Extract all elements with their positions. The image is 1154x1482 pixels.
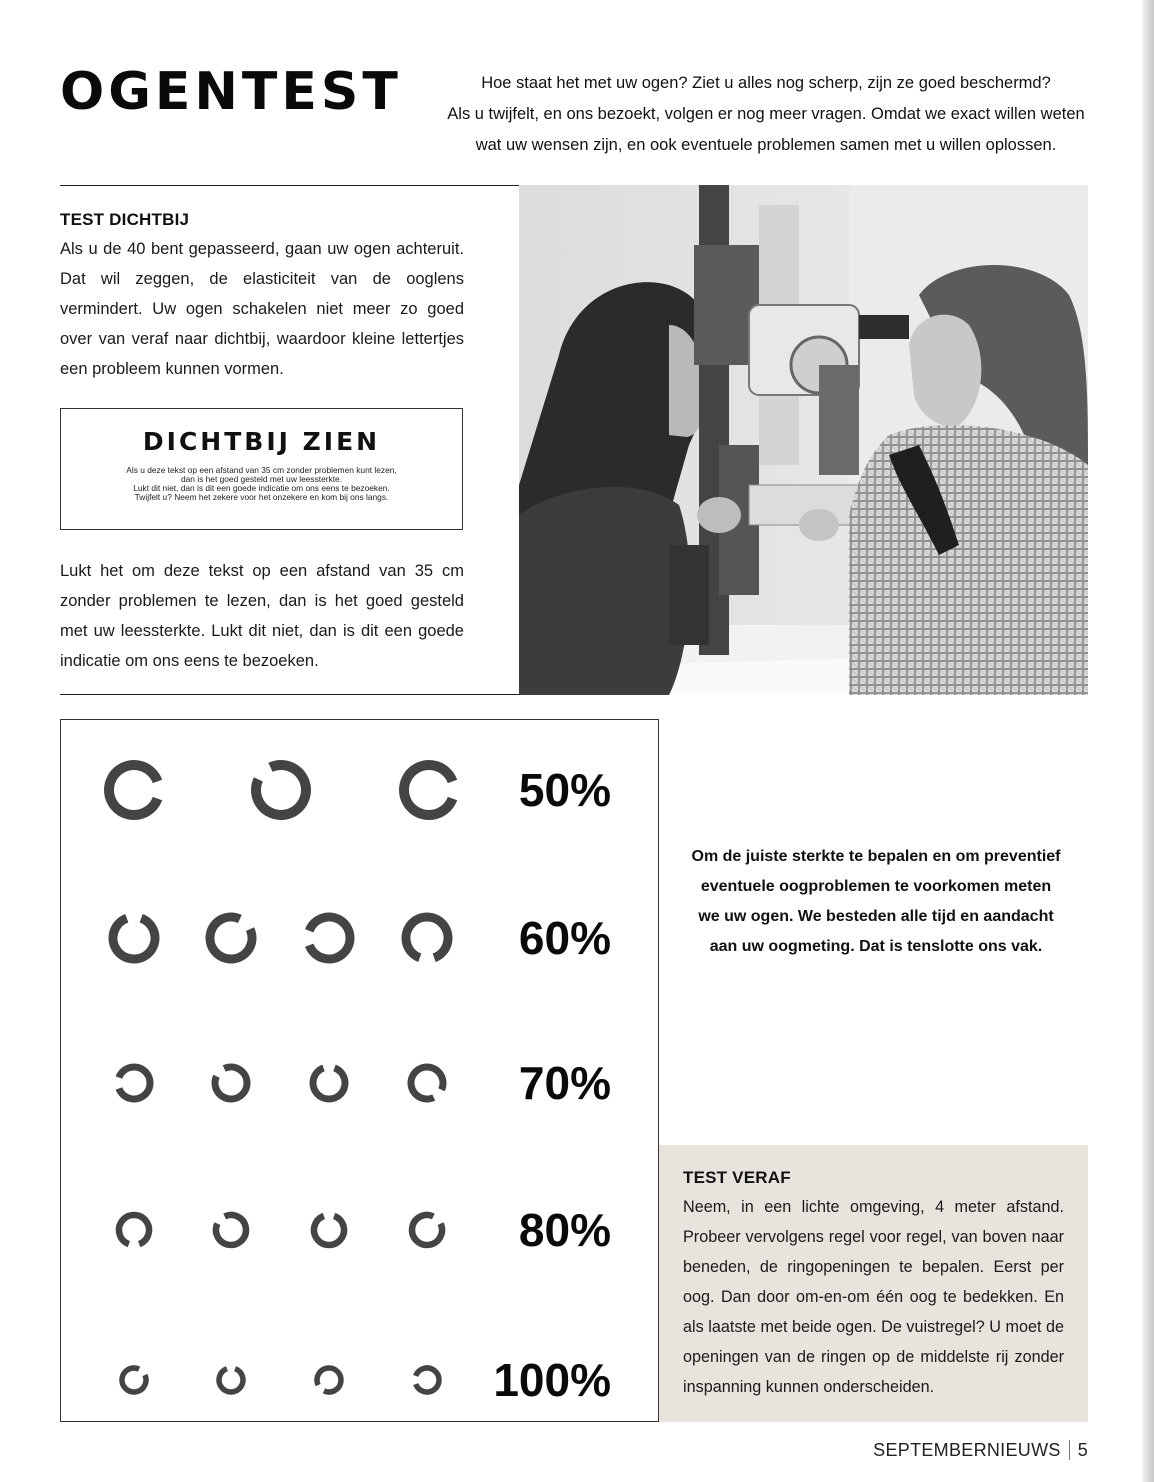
test-veraf-body: Neem, in een lichte omgeving, 4 meter afstand. Probeer vervolgens regel voor regel, van boven naar beneden, de ringopeningen te bepalen. Eerst per oog. Dan door om-en-om één oog te bedekken. En als laatste met beide ogen. De vuistregel? U moet de openingen van de ringen op de middelste rij zonder inspanning kunnen onderscheiden.: [683, 1198, 1064, 1396]
intro-line: Als u twijfelt, en ons bezoekt, volgen er nog meer vragen. Omdat we exact willen weten: [447, 105, 1085, 123]
test-veraf-panel: [659, 1145, 1088, 1422]
page-title: OGENTEST: [60, 62, 402, 122]
landolt-ring: [314, 1216, 344, 1245]
landolt-ring: [317, 1368, 341, 1392]
row-percentage-label: 100%: [493, 1354, 611, 1406]
landolt-ring: [113, 918, 155, 959]
landolt-ring: [109, 765, 157, 815]
intro-line: Hoe staat het met uw ogen? Ziet u alles nog scherp, zijn ze goed beschermd?: [481, 74, 1051, 92]
mid-text-line: Om de juiste sterkte te bepalen en om preventief: [691, 848, 1061, 865]
test-dichtbij-body: Als u de 40 bent gepasseerd, gaan uw ogen achteruit. Dat wil zeggen, de elasticiteit van de ooglens vermindert. Uw ogen schakelen niet meer zo goed over van veraf naar dichtbij, waardoor kleine lettertjes een probleem kunnen vormen.: [60, 240, 464, 378]
page-number: 5: [1077, 1440, 1088, 1460]
landolt-ring: [210, 917, 252, 959]
mid-text-line: aan uw oogmeting. Dat is tenslotte ons vak.: [709, 938, 1043, 955]
landolt-ring: [313, 1068, 345, 1099]
landolt-ring: [256, 765, 306, 815]
small-text-line: dan is het goed gesteld met uw leessterkte.: [180, 474, 343, 484]
row-percentage-label: 50%: [518, 764, 611, 816]
landolt-ring: [412, 1215, 442, 1245]
landolt-ring: [411, 1067, 443, 1099]
page-spine-shadow: [1142, 0, 1154, 1482]
lukt-paragraph: Lukt het om deze tekst op een afstand van 35 cm zonder problemen te lezen, dan is het goed gesteld met uw leessterkte. Lukt dit niet, dan is dit een goede indicatie om ons eens te bezoeken.: [60, 562, 464, 670]
small-text-line: Als u deze tekst op een afstand van 35 cm zonder problemen kunt lezen,: [126, 465, 397, 475]
landolt-ring: [215, 1067, 247, 1099]
landolt-ring: [122, 1368, 146, 1392]
test-dichtbij-section: [60, 210, 464, 384]
divider-top: [60, 185, 519, 186]
page-footer: [873, 1440, 1088, 1461]
eye-chart: [60, 719, 659, 1422]
dichtbij-zien-small-text: [61, 466, 462, 502]
landolt-ring: [119, 1067, 150, 1099]
divider-bottom: [60, 694, 519, 695]
footer-separator: [1069, 1440, 1070, 1460]
intro-text: [440, 68, 1092, 161]
eye-exam-photo: [519, 185, 1088, 695]
row-percentage-label: 60%: [518, 912, 611, 964]
mid-text-line: we uw ogen. We besteden alle tijd en aandacht: [698, 908, 1054, 925]
small-text-line: Twijfelt u? Neem het zekere voor het onzekere en kom bij ons langs.: [134, 492, 389, 502]
intro-line: wat uw wensen zijn, en ook eventuele problemen samen met u willen oplossen.: [475, 136, 1057, 154]
footer-label: SEPTEMBERNIEUWS: [873, 1440, 1061, 1460]
landolt-ring: [219, 1369, 243, 1392]
dichtbij-zien-box: [60, 408, 463, 530]
small-text-line: Lukt dit niet, dan is dit een goede indicatie om ons eens te bezoeken.: [133, 483, 390, 493]
lukt-paragraph-section: [60, 556, 464, 676]
test-veraf-heading: TEST VERAF: [683, 1168, 791, 1187]
landolt-ring-chart: [61, 720, 658, 1421]
dichtbij-zien-title: DICHTBIJ ZIEN: [142, 427, 381, 456]
test-dichtbij-heading: TEST DICHTBIJ: [60, 210, 190, 229]
landolt-ring: [309, 917, 350, 959]
row-percentage-label: 80%: [518, 1204, 611, 1256]
eye-exam-illustration: [519, 185, 1088, 695]
landolt-ring: [406, 917, 448, 958]
landolt-ring: [416, 1368, 439, 1392]
mid-text-line: eventuele oogproblemen te voorkomen meten: [700, 878, 1052, 895]
landolt-ring: [216, 1215, 246, 1245]
row-percentage-label: 70%: [518, 1057, 611, 1109]
landolt-ring: [404, 765, 452, 815]
mid-text: [686, 842, 1066, 962]
landolt-ring: [119, 1215, 149, 1244]
